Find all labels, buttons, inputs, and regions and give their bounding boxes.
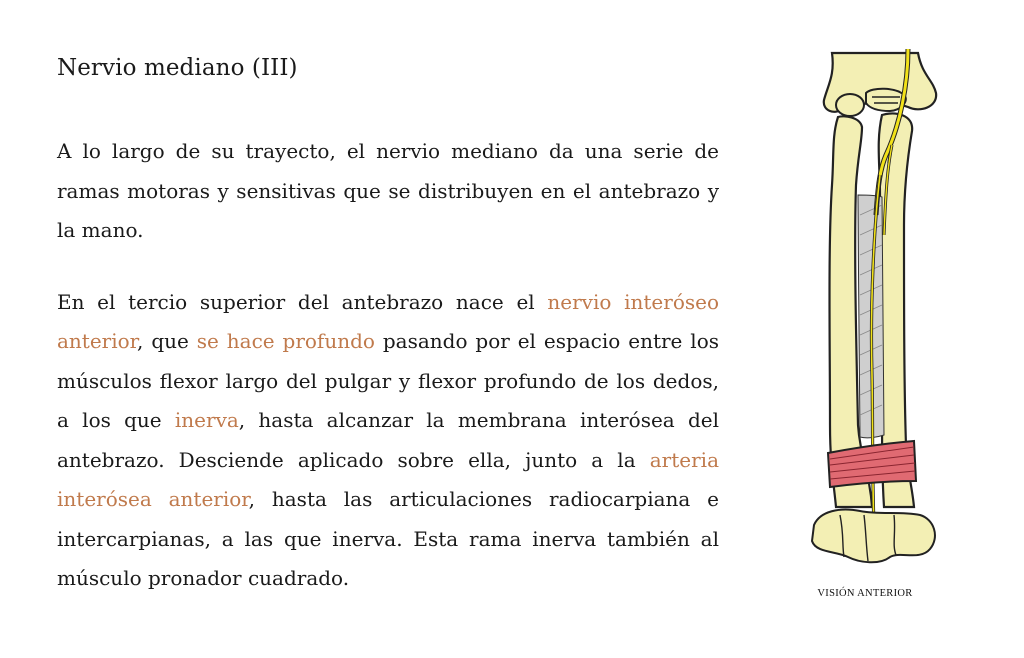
text-segment: , hasta alcanzar la membrana interósea del antebrazo. Desciende aplicado sobre ella, junto a la (57, 408, 719, 472)
text-column (57, 48, 719, 631)
carpal-bones (812, 510, 935, 563)
forearm-illustration (800, 45, 950, 575)
forearm-anterior-svg (800, 45, 950, 575)
highlight-se-hace-profundo: se hace profundo (196, 329, 375, 353)
text-segment: pasando por el espacio entre los músculos flexor largo del pulgar y flexor profundo de los dedos, a los que (57, 329, 719, 432)
text-segment: , hasta las articulaciones radiocarpiana e intercarpianas, a las que inerva. Esta rama inerva también al músculo pronador cuadrado. (57, 487, 720, 590)
paragraph-interosseous (57, 283, 719, 599)
highlight-inerva: inerva (174, 408, 239, 432)
paragraph-intro: A lo largo de su trayecto, el nervio mediano da una serie de ramas motoras y sensitivas que se distribuyen en el antebrazo y la mano. (57, 139, 719, 242)
highlight-arteria-interosea-anterior: arteria interósea anterior (57, 447, 719, 511)
page-title: Nervio mediano (III) (57, 55, 298, 81)
figure-caption: VISIÓN ANTERIOR (817, 588, 913, 599)
capitulum (836, 94, 864, 116)
text-segment: , que (137, 329, 197, 353)
highlight-nervio-interoseo-anterior: nervio interóseo anterior (57, 289, 719, 353)
text-segment: En el tercio superior del antebrazo nace el (57, 289, 548, 314)
